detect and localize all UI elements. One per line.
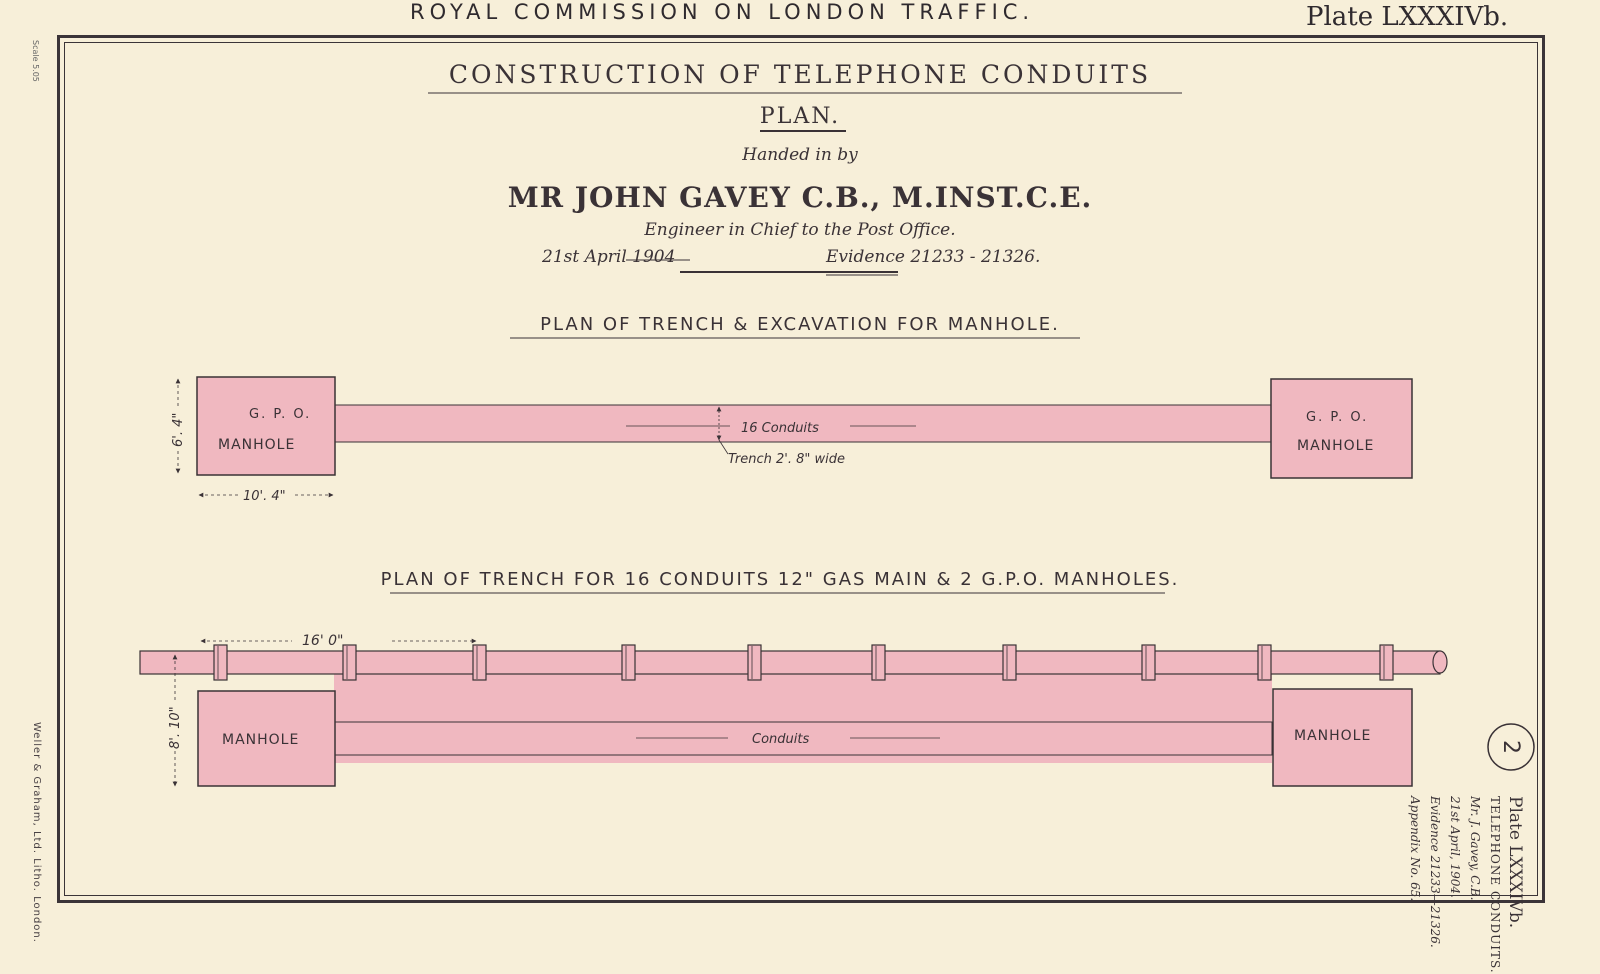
plate-ref-line1: Plate LXXXIVb. bbox=[1505, 796, 1525, 929]
plate-ref-line3: Mr. J. Gavey, C.B. bbox=[1468, 796, 1482, 901]
plate-title: CONSTRUCTION OF TELEPHONE CONDUITS bbox=[448, 60, 1152, 89]
manhole-right-1 bbox=[1271, 379, 1412, 478]
conduits-label-2: Conduits bbox=[752, 732, 810, 747]
gas-main-pipe bbox=[140, 651, 1440, 674]
plate-ref-line4: 21st April, 1904. bbox=[1448, 796, 1462, 898]
pipe-socket bbox=[622, 645, 635, 680]
pipe-socket bbox=[748, 645, 761, 680]
commission-header: ROYAL COMMISSION ON LONDON TRAFFIC. bbox=[410, 0, 1035, 24]
trench-width-label: Trench 2'. 8" wide bbox=[728, 452, 846, 467]
plate-ref-line6: Appendix No. 65. bbox=[1408, 796, 1422, 902]
handed-in-by: Handed in by bbox=[742, 145, 858, 165]
plate-number-circle-text: 2 bbox=[1498, 740, 1523, 754]
manhole-left-2-label: MANHOLE bbox=[222, 732, 300, 748]
evidence-range: Evidence 21233 - 21326. bbox=[826, 247, 1041, 267]
manhole-right-2-label: MANHOLE bbox=[1294, 728, 1372, 744]
manhole-right-1-line2: MANHOLE bbox=[1297, 438, 1375, 454]
pipe-socket bbox=[343, 645, 356, 680]
manhole-height-label-1: 6'. 4" bbox=[171, 412, 186, 447]
pipe-socket bbox=[1003, 645, 1016, 680]
manhole-left-1 bbox=[197, 377, 335, 475]
diagram1-heading: PLAN OF TRENCH & EXCAVATION FOR MANHOLE. bbox=[540, 314, 1060, 335]
pipe-socket bbox=[872, 645, 885, 680]
author-role: Engineer in Chief to the Post Office. bbox=[644, 220, 956, 240]
plate-reference bbox=[1405, 796, 1525, 974]
pipe-socket bbox=[214, 645, 227, 680]
pipe-socket bbox=[473, 645, 486, 680]
plate-ref-line2: TELEPHONE CONDUITS. bbox=[1488, 796, 1502, 974]
plate-subtitle: PLAN. bbox=[759, 104, 841, 129]
manhole-right-1-line1: G. P. O. bbox=[1306, 410, 1369, 425]
pipe-socket bbox=[1142, 645, 1155, 680]
gas-main-end bbox=[1433, 651, 1447, 673]
manhole-left-1-line2: MANHOLE bbox=[218, 437, 296, 453]
manhole-height-label-2: 8'. 10" bbox=[168, 706, 183, 749]
conduits-label-1: 16 Conduits bbox=[741, 421, 819, 436]
plate-ref-line5: Evidence 21233—21326. bbox=[1428, 796, 1442, 948]
scale-mark: Scale 5.05 bbox=[31, 40, 40, 82]
printer-credit: Weller & Graham, Ltd. Litho. London. bbox=[31, 722, 42, 943]
diagram2-heading: PLAN OF TRENCH FOR 16 CONDUITS 12" GAS MAIN & 2 G.P.O. MANHOLES. bbox=[380, 569, 1180, 590]
evidence-date: 21st April 1904 bbox=[542, 247, 676, 267]
pipe-length-label: 16' 0" bbox=[302, 633, 344, 649]
plate-number-top: Plate LXXXIVb. bbox=[1306, 2, 1509, 32]
manhole-width-label-1: 10'. 4" bbox=[243, 489, 286, 504]
pipe-socket bbox=[1380, 645, 1393, 680]
author-name: MR JOHN GAVEY C.B., M.INST.C.E. bbox=[507, 181, 1093, 214]
manhole-left-1-line1: G. P. O. bbox=[249, 407, 312, 422]
pipe-socket bbox=[1258, 645, 1271, 680]
